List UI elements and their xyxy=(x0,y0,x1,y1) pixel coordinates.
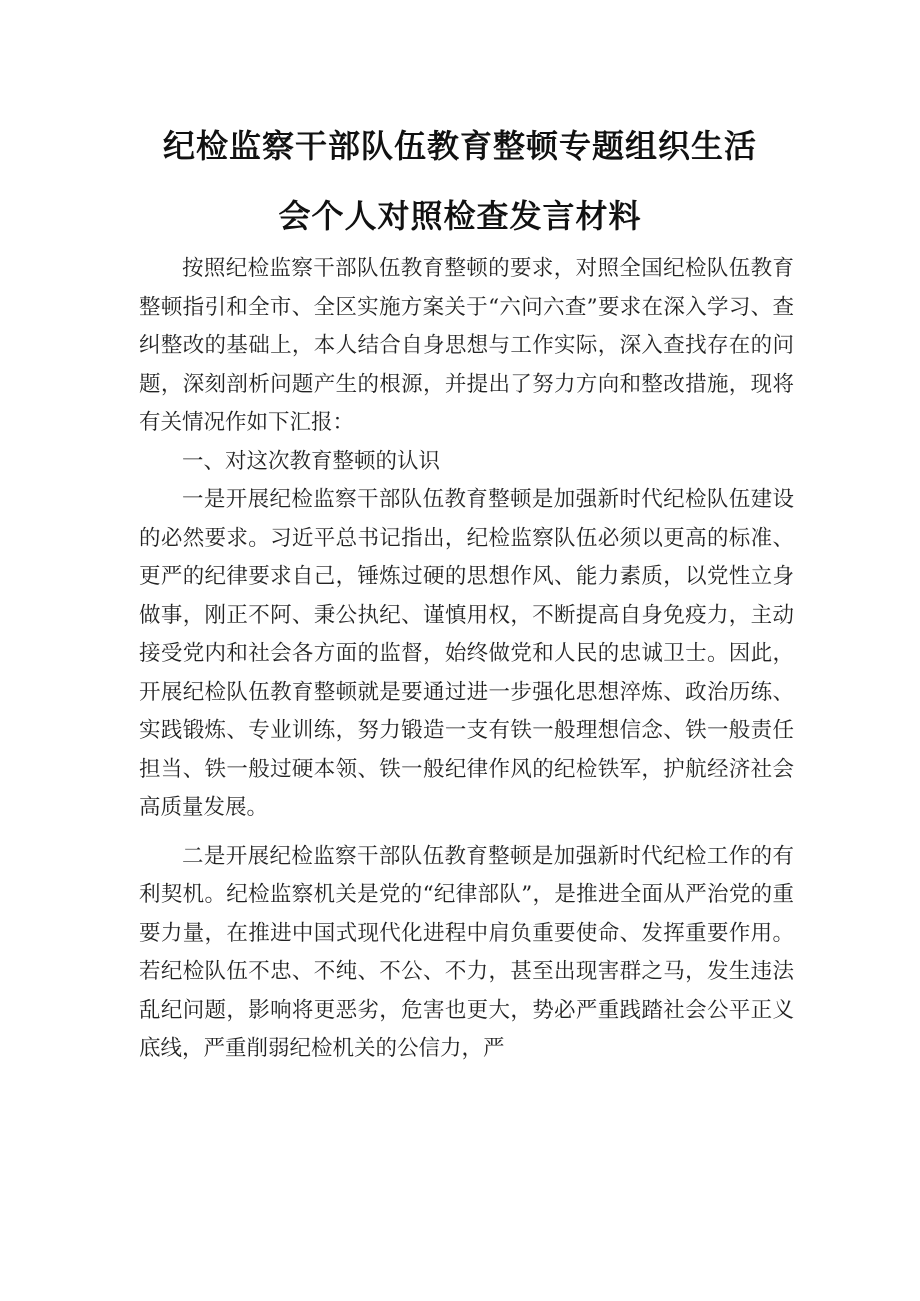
document-title-line-2: 会个人对照检查发言材料 xyxy=(278,197,642,235)
body-paragraph-2: 二是开展纪检监察干部队伍教育整顿是加强新时代纪检工作的有利契机。纪检监察机关是党的“纪律部队”，是推进全面从严治党的重要力量，在推进中国式现代化进程中肩负重要使命、发挥重要作用。若纪检队伍不忠、不纯、不公、不力，甚至出现害群之马，发生违法乱纪问题，影响将更恶劣，危害也更大，势必严重践踏社会公平正义底线，严重削弱纪检机关的公信力，严 xyxy=(139,843,794,1061)
section-heading: 一、对这次教育整顿的认识 xyxy=(182,448,441,474)
document-body xyxy=(139,250,794,1069)
document-title-line-1: 纪检监察干部队伍教育整顿专题组织生活 xyxy=(162,127,757,165)
body-paragraph-1: 一是开展纪检监察干部队伍教育整顿是加强新时代纪检队伍建设的必然要求。习近平总书记指出，纪检监察队伍必须以更高的标准、更严的纪律要求自己，锤炼过硬的思想作风、能力素质，以党性立身做事，刚正不阿、秉公执纪、谨慎用权，不断提高自身免疫力，主动接受党内和社会各方面的监督，始终做党和人民的忠诚卫士。因此，开展纪检队伍教育整顿就是要通过进一步强化思想淬炼、政治历练、实践锻炼、专业训练，努力锻造一支有铁一般理想信念、铁一般责任担当、铁一般过硬本领、铁一般纪律作风的纪检铁军，护航经济社会高质量发展。 xyxy=(139,487,794,820)
intro-paragraph: 按照纪检监察干部队伍教育整顿的要求，对照全国纪检队伍教育整顿指引和全市、全区实施方案关于“六问六查”要求在深入学习、查纠整改的基础上，本人结合自身思想与工作实际，深入查找存在的问题，深刻剖析问题产生的根源，并提出了努力方向和整改措施，现将有关情况作如下汇报： xyxy=(139,256,794,435)
